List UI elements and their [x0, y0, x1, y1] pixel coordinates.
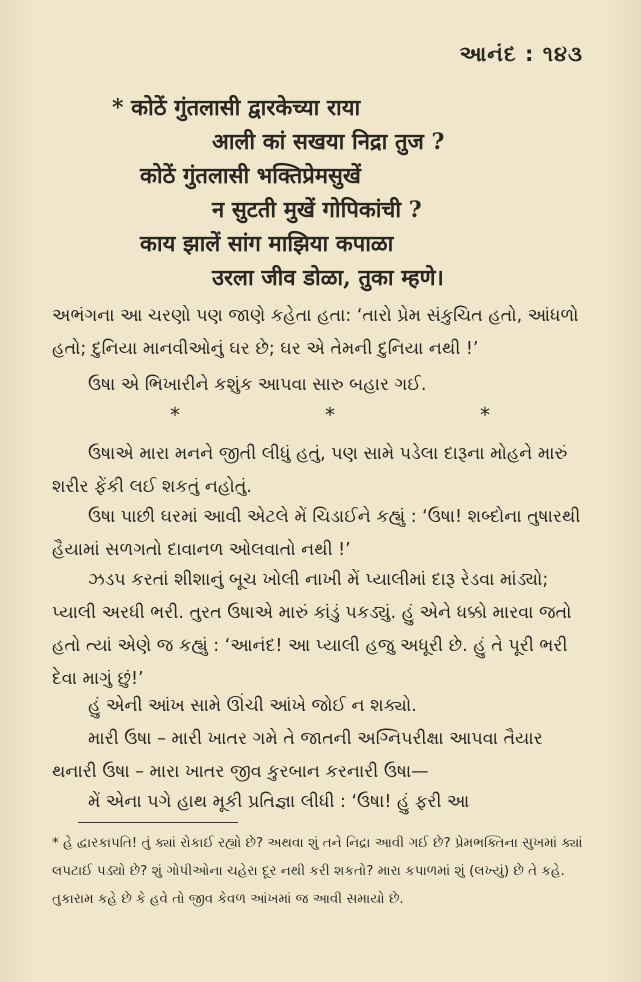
section-break-star: * [480, 403, 490, 427]
section-break-star: * [170, 403, 180, 427]
verse-line-5: काय झालें सांग माझिया कपाळा [140, 231, 394, 257]
paragraph-4: ઉષા પાછી ઘરમાં આવી એટલે મેં ચિડાઈને કહ્યું : ‘ઉષા! શબ્દોના તુષારથી હૈયામાં સળગતો દાવાનળ ઓલવાતો નથી !’ [52, 507, 581, 560]
paragraph-2: ઉષા એ ભિખારીને કશુંક આપવા સારુ બહાર ગઈ. [88, 375, 427, 395]
paragraph-1: અભંગના આ ચરણો પણ જાણે કહેતા હતા: ‘તારો પ્રેમ સંકુચિત હતો, આંધળો હતો; દુનિયા માનવીઓનું ઘર છે; ઘર એ તેમની દુનિયા નથી !’ [52, 306, 579, 359]
paragraph-5: ઝડપ કરતાં શીશાનું બૂચ ખોલી નાખી મેં પ્યાલીમાં દારૂ રેડવા માંડ્યો; પ્યાલી અરધી ભરી. તુરત ઉષાએ મારું કાંડું પકડ્યું. હું એને ધક્કો મારવા જતો હતો ત્યાં એણે જ કહ્યું : ‘આનંદ! આ પ્યાલી હજુ અધૂરી છે. હું તે પૂરી ભરી દેવા માગું છું!’ [52, 570, 572, 689]
verse-line-1: * कोठें गुंतलासी द्वारकेच्या राया [112, 95, 361, 121]
paragraph-3: ઉષાએ મારા મનને જીતી લીધું હતું, પણ સામે પડેલા દારૂના મોહને મારું શરીર ફેંકી લઈ શકતું નહોતું. [52, 444, 568, 497]
section-break-star: * [325, 403, 335, 427]
footnote-divider [78, 822, 238, 823]
footnote: * હે દ્વારકાપતિ! તું ક્યાં રોકાઈ રહ્યો છે? અથવા શું તને નિદ્રા આવી ગઈ છે? પ્રેમભક્તિના સુખમાં ક્યાં લપટાઈ પડ્યો છે? શું ગોપીઓના ચહેરા દૂર નથી કરી શકતો? મારા કપાળમાં શું (લખ્યું) છે તે કહે. તુકારામ કહે છે કે હવે તો જીવ કેવળ આંખમાં જ આવી સમાયો છે. [52, 835, 583, 907]
paragraph-6: હું એની આંખ સામે ઊંચી આંખે જોઈ ન શક્યો. [88, 696, 417, 716]
paragraph-8: મેં એના પગે હાથ મૂકી પ્રતિજ્ઞા લીધી : ‘ઉષા! હું ફરી આ [88, 792, 470, 812]
verse-line-3: कोठें गुंतलासी भक्तिप्रेमसुखें [140, 163, 361, 189]
verse-line-2: आली कां सखया निद्रा तुज ? [212, 129, 445, 155]
running-header: આનંદ : ૧૪૩ [459, 42, 583, 66]
section-break [170, 403, 490, 427]
verse-line-6: उरला जीव डोळा, तुका म्हणे। [212, 265, 444, 291]
verse-line-4: न सुटती मुखें गोपिकांची ? [212, 197, 422, 223]
paragraph-7: મારી ઉષા – મારી ખાતર ગમે તે જાતની અગ્નિપરીક્ષા આપવા તૈયાર થનારી ઉષા – મારા ખાતર જીવ કુરબાન કરનારી ઉષા— [52, 729, 543, 782]
